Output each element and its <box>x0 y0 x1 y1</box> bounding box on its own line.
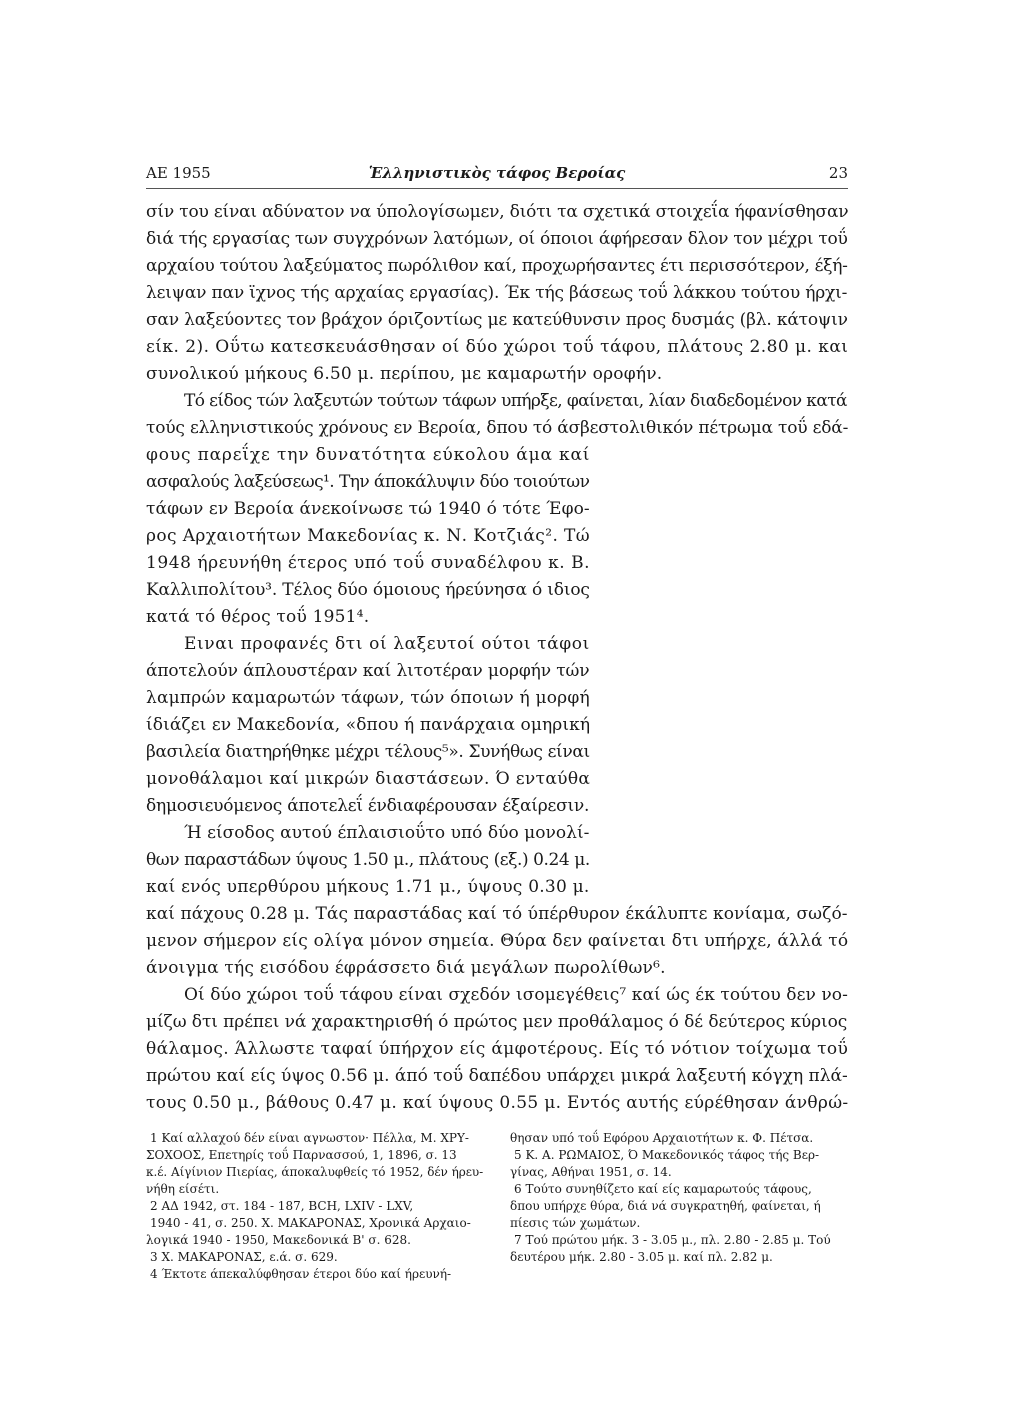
body-line: δημοσιευόμενος άποτελεΐ ένδιαφέρουσαν έξαίρεσιν. <box>146 796 590 816</box>
footnote-line: λογικά 1940 - 1950, Μακεδονικά Β' σ. 628. <box>146 1233 411 1247</box>
body-line: ρος Αρχαιοτήτων Μακεδονίας κ. Ν. Κοτζιάς². Τώ <box>146 526 591 546</box>
body-line: πρώτου καί είς ύψος 0.56 μ. άπό τοΰ δαπέδου υπάρχει μικρά λαξευτή κόγχη πλά- <box>146 1066 848 1086</box>
footnote-line: 3 Χ. ΜΑΚΑΡΟΝΑΣ, ε.ά. σ. 629. <box>150 1250 338 1264</box>
body-line: βασιλεία διατηρήθηκε μέχρι τέλους⁵». Συνήθως είναι <box>146 742 590 762</box>
body-line: αρχαίου τούτου λαξεύματος πωρόλιθον καί, προχωρήσαντες έτι περισσότερον, έξή- <box>146 256 848 276</box>
running-header <box>146 164 848 188</box>
body-line: καί πάχους 0.28 μ. Τάς παραστάδας καί τό ύπέρθυρον έκάλυπτε κονίαμα, σωζό- <box>146 904 848 924</box>
body-line: ασφαλούς λαξεύσεως¹. Την άποκάλυψιν δύο τοιούτων <box>146 472 590 492</box>
footnote-line: 5 Κ. Α. ΡΩΜΑΙΟΣ, Ό Μακεδονικός τάφος τής Βερ- <box>514 1148 820 1162</box>
footnote-line: δπου υπήρχε θύρα, διά νά συγκρατηθή, φαίνεται, ή <box>510 1199 821 1213</box>
body-line: είκ. 2). Οΰτω κατεσκευάσθησαν οί δύο χώροι τοΰ τάφου, πλάτους 2.80 μ. και <box>146 337 849 357</box>
footnote-line: νήθη είσέτι. <box>146 1182 220 1196</box>
body-line: σίν του είναι αδύνατον να ύπολογίσωμεν, διότι τα σχετικά στοιχεΐα ήφανίσθησαν <box>146 202 849 222</box>
body-line: λειψαν παν ϊχνος τής αρχαίας εργασίας). Έκ τής βάσεως τοΰ λάκκου τούτου ήρχι- <box>146 283 848 303</box>
body-line: θάλαμος. Άλλωστε ταφαί ύπήρχον είς άμφοτέρους. Είς τό νότιον τοίχωμα τοΰ <box>146 1039 849 1059</box>
body-line: λαμπρών καμαρωτών τάφων, τών όποιων ή μορφή <box>146 688 590 708</box>
body-line: Τό είδος τών λαξευτών τούτων τάφων υπήρξε, φαίνεται, λίαν διαδεδομένον κατά <box>184 391 847 411</box>
footnote-line: 4 Έκτοτε άπεκαλύφθησαν έτεροι δύο καί ήρευνή- <box>150 1267 452 1281</box>
body-line: άνοιγμα τής εισόδου έφράσσετο διά μεγάλων πωρολίθων⁶. <box>146 958 666 978</box>
journal-label: ΑΕ 1955 <box>146 164 211 182</box>
body-line: Οί δύο χώροι τοΰ τάφου είναι σχεδόν ισομεγέθεις⁷ καί ώς έκ τούτου δεν νο- <box>184 985 848 1005</box>
body-line: μενον σήμερον είς ολίγα μόνον σημεία. Θύρα δεν φαίνεται δτι υπήρχε, άλλά τό <box>146 931 849 951</box>
body-line: Ειναι προφανές δτι οί λαξευτοί ούτοι τάφοι <box>184 634 590 654</box>
footnote-line: κ.έ. Αίγίνιον Πιερίας, άποκαλυφθείς τό 1952, δέν ήρευ- <box>146 1165 484 1179</box>
footnote-line: ΣΟΧΟΟΣ, Επετηρίς τοΰ Παρνασσού, 1, 1896, σ. 13 <box>146 1148 457 1162</box>
footnote-line: 6 Τούτο συνηθίζετο καί είς καμαρωτούς τάφους, <box>514 1182 812 1196</box>
header-rule <box>146 188 848 189</box>
body-line: φους παρεΐχε την δυνατότητα εύκολου άμα καί <box>146 445 591 465</box>
body-line: διά τής εργασίας των συγχρόνων λατόμων, οί όποιοι άφήρεσαν δλον τον μέχρι τοΰ <box>146 229 848 249</box>
body-line: μίζω δτι πρέπει νά χαρακτηρισθή ό πρώτος μεν προθάλαμος ό δέ δεύτερος κύριος <box>146 1012 848 1032</box>
footnote-line: 2 ΑΔ 1942, στ. 184 - 187, BCH, LXIV - LXV, <box>150 1199 414 1213</box>
body-line: συνολικού μήκους 6.50 μ. περίπου, με καμαρωτήν οροφήν. <box>146 364 663 384</box>
page-number: 23 <box>828 164 848 182</box>
body-line: Ή είσοδος αυτού έπλαισιοΰτο υπό δύο μονολί- <box>184 823 590 843</box>
body-line: καί ενός υπερθύρου μήκους 1.71 μ., ύψους 0.30 μ. <box>146 877 590 897</box>
body-line: τούς ελληνιστικούς χρόνους εν Βεροία, δπου τό άσβεστολιθικόν πέτρωμα τοΰ εδά- <box>146 418 849 438</box>
footnote-line: δευτέρου μήκ. 2.80 - 3.05 μ. καί πλ. 2.82 μ. <box>510 1250 773 1264</box>
body-line: Καλλιπολίτου³. Τέλος δύο όμοιους ήρεύνησα ό ιδιος <box>146 580 590 600</box>
footnote-line: θησαν υπό τοΰ Εφόρου Αρχαιοτήτων κ. Φ. Πέτσα. <box>510 1131 814 1145</box>
footnote-line: 1940 - 41, σ. 250. Χ. ΜΑΚΑΡΟΝΑΣ, Χρονικά Αρχαιο- <box>150 1216 471 1230</box>
footnote-line: γίνας, Αθήναι 1951, σ. 14. <box>510 1165 672 1179</box>
running-title: Ἑλληνιστικὸς τάφος Βεροίας <box>368 164 626 182</box>
body-line: κατά τό θέρος τοΰ 1951⁴. <box>146 607 370 627</box>
body-line: σαν λαξεύοντες τον βράχον όριζοντίως με κατεύθυνσιν προς δυσμάς (βλ. κάτοψιν <box>146 310 848 330</box>
footnote-line: 1 Καί αλλαχού δέν είναι αγνωστον· Πέλλα, Μ. ΧΡΥ- <box>150 1131 469 1145</box>
body-line: θων παραστάδων ύψους 1.50 μ., πλάτους (εξ.) 0.24 μ. <box>146 850 590 870</box>
body-line: μονοθάλαμοι καί μικρών διαστάσεων. Ό ενταύθα <box>146 769 591 789</box>
body-line: ίδιάζει εν Μακεδονία, «δπου ή πανάρχαια ομηρική <box>146 715 591 735</box>
body-line: τάφων εν Βεροία άνεκοίνωσε τώ 1940 ό τότε Έφο- <box>146 499 590 519</box>
footnote-line: 7 Τού πρώτου μήκ. 3 - 3.05 μ., πλ. 2.80 - 2.85 μ. Τού <box>514 1233 831 1247</box>
body-line: άποτελούν άπλουστέραν καί λιτοτέραν μορφήν τών <box>146 661 590 681</box>
body-line: τους 0.50 μ., βάθους 0.47 μ. καί ύψους 0.55 μ. Εντός αυτής εύρέθησαν άνθρώ- <box>146 1093 849 1113</box>
body-line: 1948 ήρευνήθη έτερος υπό τοΰ συναδέλφου κ. Β. <box>146 553 591 573</box>
footnote-line: πίεσις τών χωμάτων. <box>510 1216 641 1230</box>
